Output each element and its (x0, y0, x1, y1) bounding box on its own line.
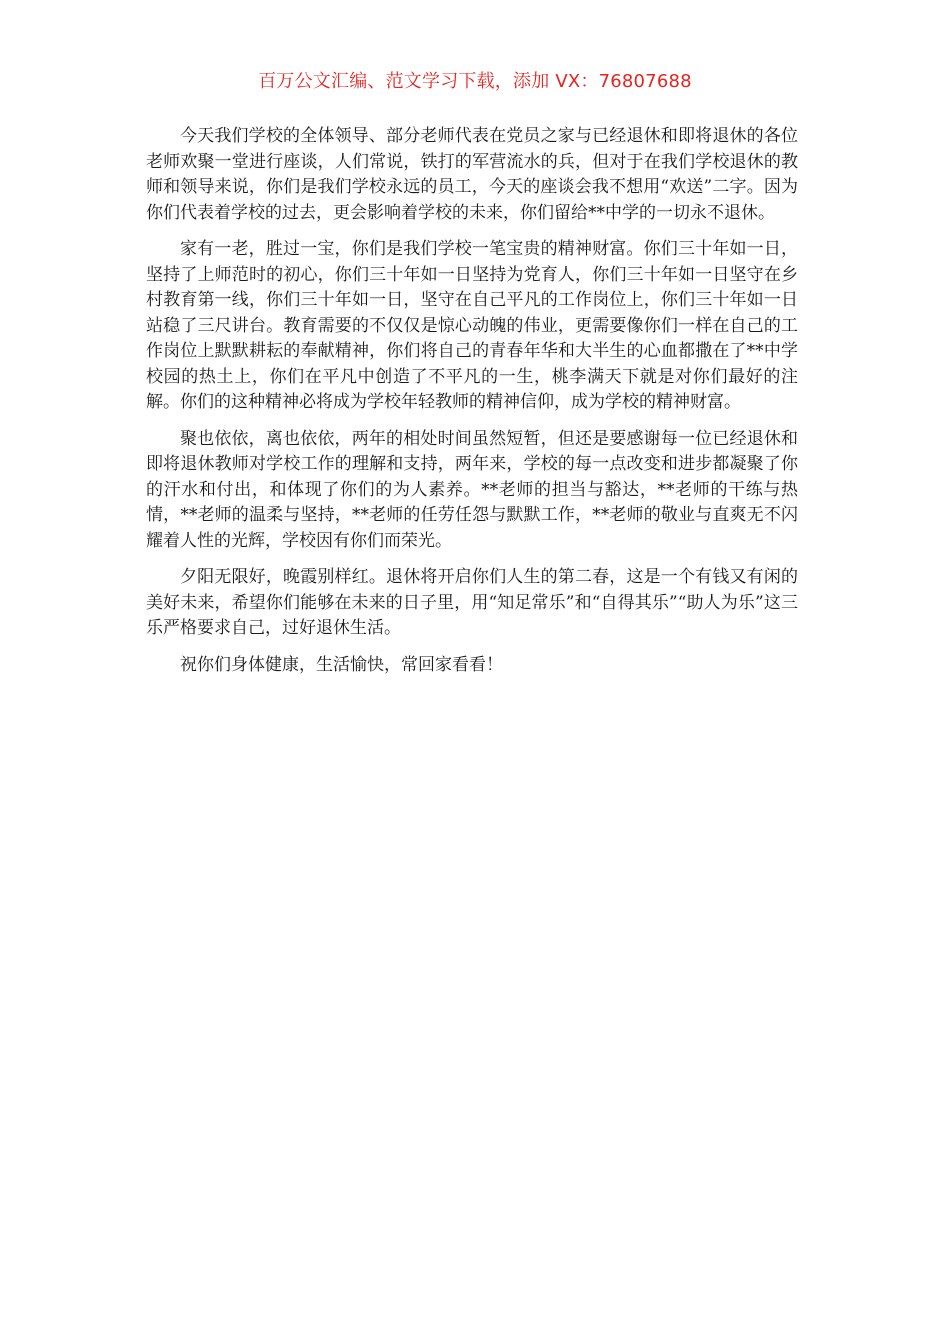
paragraph-2: 家有一老，胜过一宝，你们是我们学校一笔宝贵的精神财富。你们三十年如一日，坚持了上师范时的初心，你们三十年如一日坚持为党育人，你们三十年如一日坚守在乡村教育第一线，你们三十年如一日，坚守在自己平凡的工作岗位上，你们三十年如一日站稳了三尺讲台。教育需要的不仅仅是惊心动魄的伟业，更需要像你们一样在自己的工作岗位上默默耕耘的奉献精神，你们将自己的青春年华和大半生的心血都撒在了**中学校园的热土上，你们在平凡中创造了不平凡的一生，桃李满天下就是对你们最好的注解。你们的这种精神必将成为学校年轻教师的精神信仰，成为学校的精神财富。 (146, 239, 798, 412)
paragraph-1: 今天我们学校的全体领导、部分老师代表在党员之家与已经退休和即将退休的各位老师欢聚一堂进行座谈，人们常说，铁打的军营流水的兵，但对于在我们学校退休的教师和领导来说，你们是我们学校永远的员工，今天的座谈会我不想用“欢送”二字。因为你们代表着学校的过去，更会影响着学校的未来，你们留给**中学的一切永不退休。 (146, 126, 798, 223)
paragraph-3: 聚也依依，离也依依，两年的相处时间虽然短暂，但还是要感谢每一位已经退休和即将退休教师对学校工作的理解和支持，两年来，学校的每一点改变和进步都凝聚了你的汗水和付出，和体现了你们的为人素养。**老师的担当与豁达，**老师的干练与热情，**老师的温柔与坚持，**老师的任劳任怨与默默工作，**老师的敬业与直爽无不闪耀着人性的光辉，学校因有你们而荣光。 (146, 428, 798, 551)
paragraph-4: 夕阳无限好，晚霞别样红。退休将开启你们人生的第二春，这是一个有钱又有闲的美好未来，希望你们能够在未来的日子里，用“知足常乐”和“自得其乐”“助人为乐”这三乐严格要求自己，过好退休生活。 (146, 567, 798, 638)
header-banner: 百万公文汇编、范文学习下载，添加 VX：76807688 (258, 71, 692, 92)
paragraph-5: 祝你们身体健康，生活愉快，常回家看看！ (180, 654, 503, 675)
document-body (146, 124, 798, 689)
